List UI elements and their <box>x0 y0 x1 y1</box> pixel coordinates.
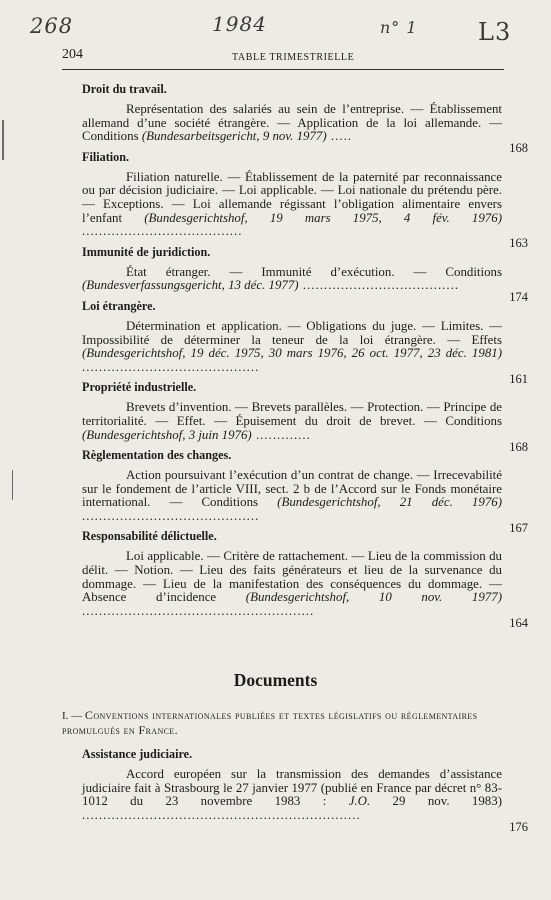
section-heading: Règlementation des changes. <box>82 448 232 463</box>
entry-citation: (Bundesgerichtshof, 21 déc. 1976) <box>277 495 502 510</box>
dot-leaders: ..... <box>326 129 353 144</box>
page-header <box>62 45 504 67</box>
running-title: TABLE TRIMESTRIELLE <box>232 52 355 63</box>
index-entry <box>82 468 528 535</box>
entry-text: Brevets d’invention. — Brevets parallèles. — Protection. — Principe de territorialité. — Effet. — Épuisement du droit de brevet. — Conditions <box>82 400 502 428</box>
section-heading: Assistance judiciaire. <box>82 747 193 761</box>
index-entry <box>82 767 528 834</box>
dot-leaders: .......................................... <box>82 359 260 374</box>
index-entry <box>82 549 528 630</box>
binding-shadow <box>12 470 13 500</box>
entry-citation: (Bundesgerichtshof, 3 juin 1976) <box>82 427 252 442</box>
binding-shadow <box>2 120 4 160</box>
index-section <box>82 529 528 630</box>
section-heading: Propriété industrielle. <box>82 380 197 395</box>
entry-text: Représentation des salariés au sein de l’entreprise. — Établissement allemand d’une société étrangère. — Application de la loi allemande. — Conditions <box>82 102 502 144</box>
part-title: Conventions internationales publiées et textes législatifs ou règlementaires promulgués en France. <box>62 708 478 737</box>
entry-page-number: 167 <box>509 520 528 535</box>
entry-text: État étranger. — Immunité d’exécution. — Conditions <box>126 264 502 279</box>
documents-title: Documents <box>233 670 318 690</box>
entry-page-number: 163 <box>509 236 528 251</box>
header-rule <box>62 69 504 70</box>
index-entry <box>82 400 528 454</box>
dot-leaders: ..................................... <box>298 278 460 293</box>
index-entry <box>82 318 528 386</box>
dot-leaders: .......................................... <box>82 508 260 523</box>
entry-page-number: 176 <box>509 819 528 834</box>
entry-text: Accord européen sur la transmission des demandes d’assistance judiciaire fait à Strasbourg le 27 janvier 1977 (publié en France par décret n° 83-1012 du 23 novembre 1983 : <box>82 767 502 809</box>
entry-text: Action poursuivant l’exécution d’un contrat de change. — Irrecevabilité sur le fondement de l’article VIII, sect. 2 b de l’Accord sur le Fonds monétaire international. — Conditions <box>82 468 502 510</box>
index-section <box>82 82 528 156</box>
entry-page-number: 164 <box>509 615 528 630</box>
entry-page-number: 168 <box>509 439 528 454</box>
documents-subsection <box>82 745 528 834</box>
section-heading: Loi étrangère. <box>82 298 156 313</box>
index-section <box>82 298 528 386</box>
entry-page-number: 174 <box>509 290 528 305</box>
entry-text: Filiation naturelle. — Établissement de la paternité par reconnaissance ou par décision judiciaire. — Loi applicable. — Loi nationale du prétendu père. — Exceptions. — Loi allemande régissant l’obligation alimentaire envers l’enfant <box>82 169 502 225</box>
dot-leaders: .................................................................. <box>82 807 361 822</box>
dot-leaders: ...................................... <box>82 224 243 239</box>
handwritten-note-issue: n° 1 <box>380 18 418 37</box>
documents-part-heading <box>62 708 502 738</box>
index-section <box>82 149 528 251</box>
index-entries <box>82 80 528 630</box>
entry-text: Détermination et application. — Obligations du juge. — Limites. — Impossibilité de déterminer la teneur de la loi étrangère. — Effets <box>82 318 502 347</box>
index-section <box>82 380 528 454</box>
index-entry <box>82 264 528 305</box>
handwritten-note-code: L3 <box>478 18 512 46</box>
entry-citation: (Bundesgerichtshof, 10 nov. 1977) <box>245 590 502 605</box>
entry-citation: (Bundesverfassungsgericht, 13 déc. 1977) <box>82 278 299 293</box>
entry-page-number: 168 <box>509 141 528 156</box>
entry-citation: J.O. <box>348 794 371 809</box>
part-numeral: I. — <box>62 710 85 722</box>
entry-citation: (Bundesgerichtshof, 19 mars 1975, 4 fév. 1976) <box>144 210 502 225</box>
section-heading: Filiation. <box>82 149 130 164</box>
entry-text-end: 29 nov. 1983) <box>370 794 502 809</box>
dot-leaders: ............. <box>251 427 311 442</box>
page-number: 204 <box>62 47 83 62</box>
dot-leaders: ....................................................... <box>82 603 315 618</box>
handwritten-note-year: 1984 <box>212 12 267 36</box>
index-section <box>82 448 528 535</box>
entry-page-number: 161 <box>509 371 528 386</box>
section-heading: Droit du travail. <box>82 82 167 96</box>
handwritten-note-number: 268 <box>30 14 74 38</box>
index-section <box>82 244 528 305</box>
entry-citation: (Bundesarbeitsgericht, 9 nov. 1977) <box>141 129 327 144</box>
entry-citation: (Bundesgerichtshof, 19 déc. 1975, 30 mars 1976, 26 oct. 1977, 23 déc. 1981) <box>82 346 502 361</box>
index-entry <box>82 102 528 156</box>
index-entry <box>82 169 528 251</box>
entry-text: Loi applicable. — Critère de rattachement. — Lieu de la commission du délit. — Notion. — Lieu des faits générateurs et lieu de la survenance du dommage. — Lieu de la manifestation des conséquences du dommage. — Absence d’incidence <box>82 549 502 605</box>
section-heading: Immunité de juridiction. <box>82 244 211 259</box>
section-heading: Responsabilité délictuelle. <box>82 529 217 544</box>
